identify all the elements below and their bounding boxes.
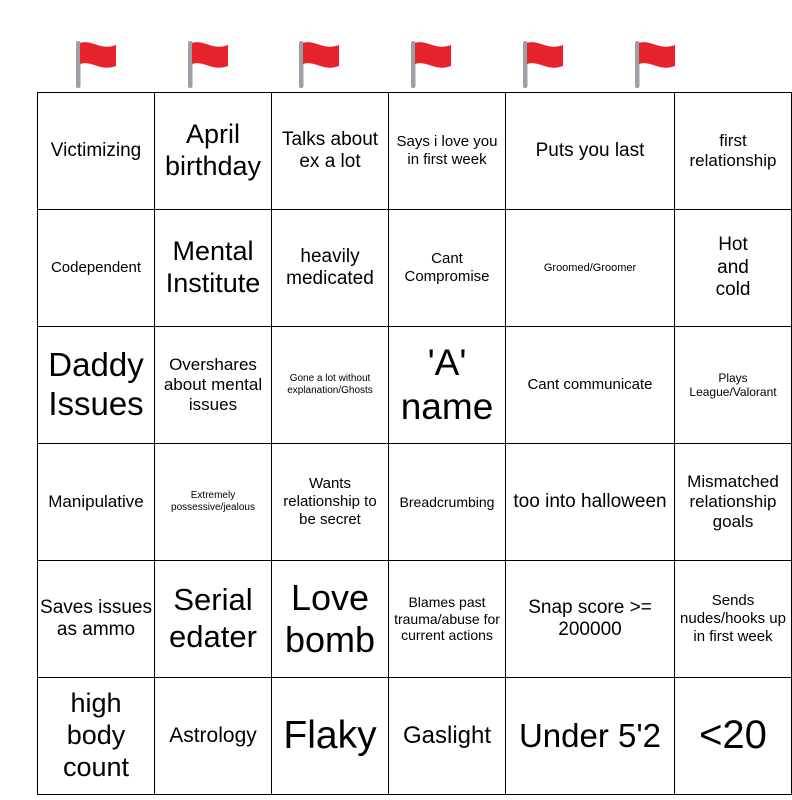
bingo-cell[interactable]: first relationship — [675, 93, 792, 210]
board-row — [38, 327, 792, 444]
board-row — [38, 678, 792, 795]
bingo-cell[interactable]: April birthday — [155, 93, 272, 210]
red-flag-icon — [515, 38, 567, 90]
red-flag-icon — [180, 38, 232, 90]
bingo-cell[interactable]: Hot and cold — [675, 210, 792, 327]
bingo-cell[interactable]: high body count — [38, 678, 155, 795]
bingo-cell[interactable]: Flaky — [272, 678, 389, 795]
red-flag-icon — [68, 38, 120, 90]
bingo-cell[interactable]: Overshares about mental issues — [155, 327, 272, 444]
bingo-cell[interactable]: Cant Compromise — [389, 210, 506, 327]
bingo-cell[interactable]: Cant communicate — [506, 327, 675, 444]
bingo-cell[interactable]: Sends nudes/hooks up in first week — [675, 561, 792, 678]
bingo-cell[interactable]: heavily medicated — [272, 210, 389, 327]
bingo-cell[interactable]: Groomed/Groomer — [506, 210, 675, 327]
bingo-cell[interactable]: Victimizing — [38, 93, 155, 210]
bingo-cell[interactable]: Love bomb — [272, 561, 389, 678]
column-header — [262, 38, 374, 92]
bingo-cell[interactable]: too into halloween — [506, 444, 675, 561]
bingo-cell[interactable]: Puts you last — [506, 93, 675, 210]
board-row — [38, 93, 792, 210]
bingo-cell[interactable]: Serial edater — [155, 561, 272, 678]
red-flag-icon — [403, 38, 455, 90]
bingo-cell[interactable]: Snap score >= 200000 — [506, 561, 675, 678]
bingo-cell[interactable]: Gaslight — [389, 678, 506, 795]
bingo-cell[interactable]: Wants relationship to be secret — [272, 444, 389, 561]
bingo-cell[interactable]: Extremely possessive/jealous — [155, 444, 272, 561]
bingo-cell[interactable]: Under 5'2 — [506, 678, 675, 795]
red-flag-icon — [627, 38, 679, 90]
bingo-cell[interactable]: Mismatched relationship goals — [675, 444, 792, 561]
bingo-cell[interactable]: Gone a lot without explanation/Ghosts — [272, 327, 389, 444]
bingo-cell[interactable]: 'A' name — [389, 327, 506, 444]
bingo-cell[interactable]: Astrology — [155, 678, 272, 795]
bingo-cell[interactable]: Talks about ex a lot — [272, 93, 389, 210]
bingo-cell[interactable]: Blames past trauma/abuse for current actions — [389, 561, 506, 678]
column-header — [38, 38, 150, 92]
bingo-cell[interactable]: <20 — [675, 678, 792, 795]
bingo-cell[interactable]: Mental Institute — [155, 210, 272, 327]
red-flag-icon — [291, 38, 343, 90]
bingo-cell[interactable]: Saves issues as ammo — [38, 561, 155, 678]
column-header — [150, 38, 262, 92]
board-row — [38, 444, 792, 561]
bingo-cell[interactable]: Codependent — [38, 210, 155, 327]
bingo-cell[interactable]: Breadcrumbing — [389, 444, 506, 561]
board-row — [38, 561, 792, 678]
bingo-cell[interactable]: Daddy Issues — [38, 327, 155, 444]
bingo-cell[interactable]: Manipulative — [38, 444, 155, 561]
column-header — [373, 38, 485, 92]
flag-header-row — [38, 38, 709, 92]
column-header — [485, 38, 597, 92]
column-header — [597, 38, 709, 92]
bingo-cell[interactable]: Plays League/Valorant — [675, 327, 792, 444]
bingo-cell[interactable]: Says i love you in first week — [389, 93, 506, 210]
bingo-board — [37, 92, 792, 795]
board-row — [38, 210, 792, 327]
